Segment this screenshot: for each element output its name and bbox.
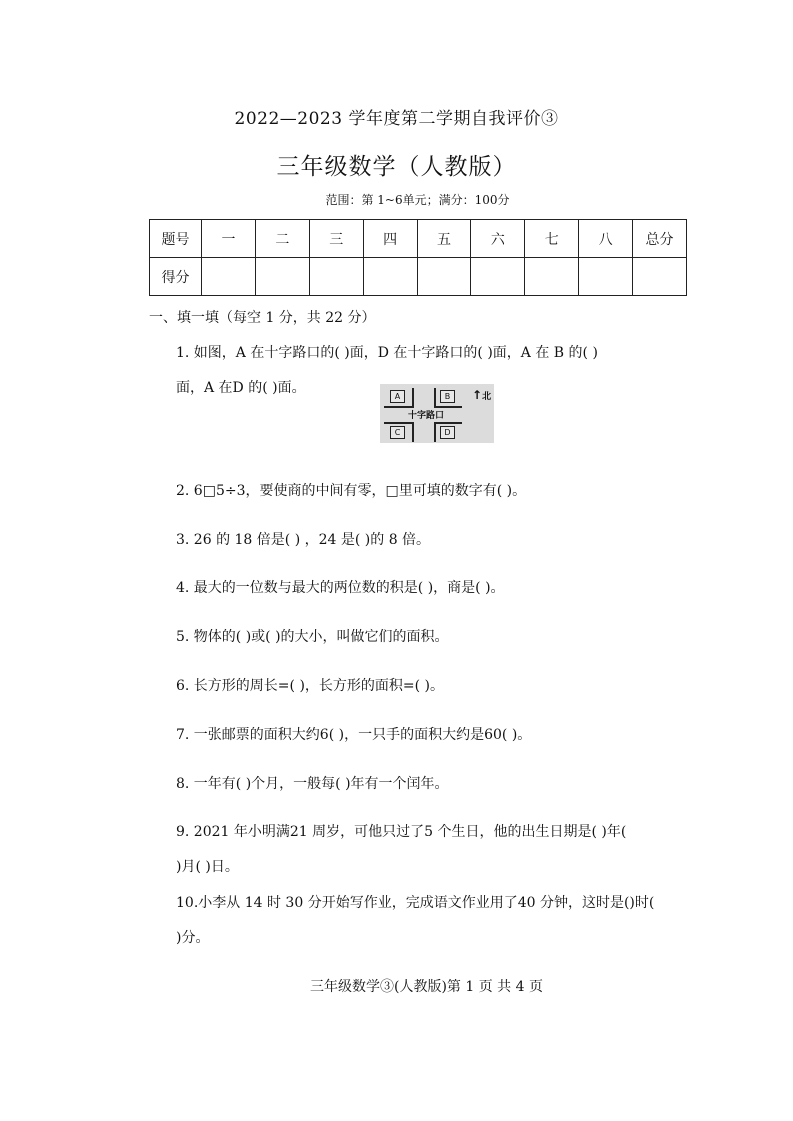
score-table-cell: 一 <box>202 220 256 258</box>
question-4: 4. 最大的一位数与最大的两位数的积是( )，商是( )。 <box>176 580 505 596</box>
score-entry-cell <box>471 258 525 296</box>
map-label-d: D <box>440 426 455 439</box>
score-table-score-row <box>150 258 687 296</box>
question-1-line-2: 面，A 在D 的( )面。 <box>176 380 306 396</box>
score-table-cell: 题号 <box>150 220 202 258</box>
score-table-cell: 八 <box>579 220 633 258</box>
map-road-edge <box>384 422 414 442</box>
score-entry-cell <box>202 258 256 296</box>
question-6: 6. 长方形的周长=( )，长方形的面积=( )。 <box>176 678 445 694</box>
question-8: 8. 一年有( )个月，一般每( )年有一个闰年。 <box>176 776 449 792</box>
score-table-cell: 七 <box>525 220 579 258</box>
exam-subtitle: 三年级数学（人教版） <box>276 154 517 180</box>
question-9-line-2: )月( )日。 <box>176 859 239 875</box>
question-5: 5. 物体的( )或( )的大小，叫做它们的面积。 <box>176 629 449 645</box>
north-arrow-icon: ↑北 <box>472 388 492 402</box>
exam-scope: 范围：第 1~6单元；满分：100分 <box>325 193 510 207</box>
question-1-line-1: 1. 如图，A 在十字路口的( )面，D 在十字路口的( )面，A 在 B 的( ) <box>176 345 598 361</box>
score-row-label: 得分 <box>150 258 202 296</box>
map-center-label: 十字路口 <box>407 411 444 421</box>
score-table <box>149 219 687 296</box>
map-label-c: C <box>390 426 405 439</box>
score-entry-cell <box>363 258 417 296</box>
exam-title: 2022—2023 学年度第二学期自我评价③ <box>234 109 559 129</box>
map-road-edge <box>434 388 462 408</box>
page-footer: 三年级数学③(人教版)第 1 页 共 4 页 <box>310 979 543 995</box>
score-table-cell: 六 <box>471 220 525 258</box>
score-table-cell: 三 <box>309 220 363 258</box>
score-table-cell: 四 <box>363 220 417 258</box>
score-entry-cell <box>255 258 309 296</box>
score-entry-cell <box>579 258 633 296</box>
map-north-label: 北 <box>482 392 492 402</box>
question-10-line-2: )分。 <box>176 930 210 946</box>
map-label-b: B <box>440 390 455 403</box>
score-entry-cell <box>417 258 471 296</box>
score-entry-cell <box>309 258 363 296</box>
section-title: 一、填一填（每空 1 分，共 22 分） <box>149 310 376 326</box>
score-table-cell: 二 <box>255 220 309 258</box>
crossroad-map <box>380 384 494 443</box>
question-10-line-1: 10.小李从 14 时 30 分开始写作业，完成语文作业用了40 分钟，这时是()时( <box>176 895 655 911</box>
score-entry-cell <box>633 258 687 296</box>
map-road-edge <box>384 388 414 408</box>
map-label-a: A <box>390 390 405 403</box>
map-road-edge <box>434 422 462 442</box>
question-9-line-1: 9. 2021 年小明满21 周岁，可他只过了5 个生日，他的出生日期是( )年( <box>176 824 627 840</box>
question-7: 7. 一张邮票的面积大约6( )，一只手的面积大约是60( )。 <box>176 727 532 743</box>
score-table-cell: 五 <box>417 220 471 258</box>
score-table-header-row <box>150 220 687 258</box>
question-2: 2. 6□5÷3，要使商的中间有零，□里可填的数字有( )。 <box>176 483 527 499</box>
score-table-cell: 总分 <box>633 220 687 258</box>
question-3: 3. 26 的 18 倍是( ) ，24 是( )的 8 倍。 <box>176 532 431 548</box>
score-entry-cell <box>525 258 579 296</box>
